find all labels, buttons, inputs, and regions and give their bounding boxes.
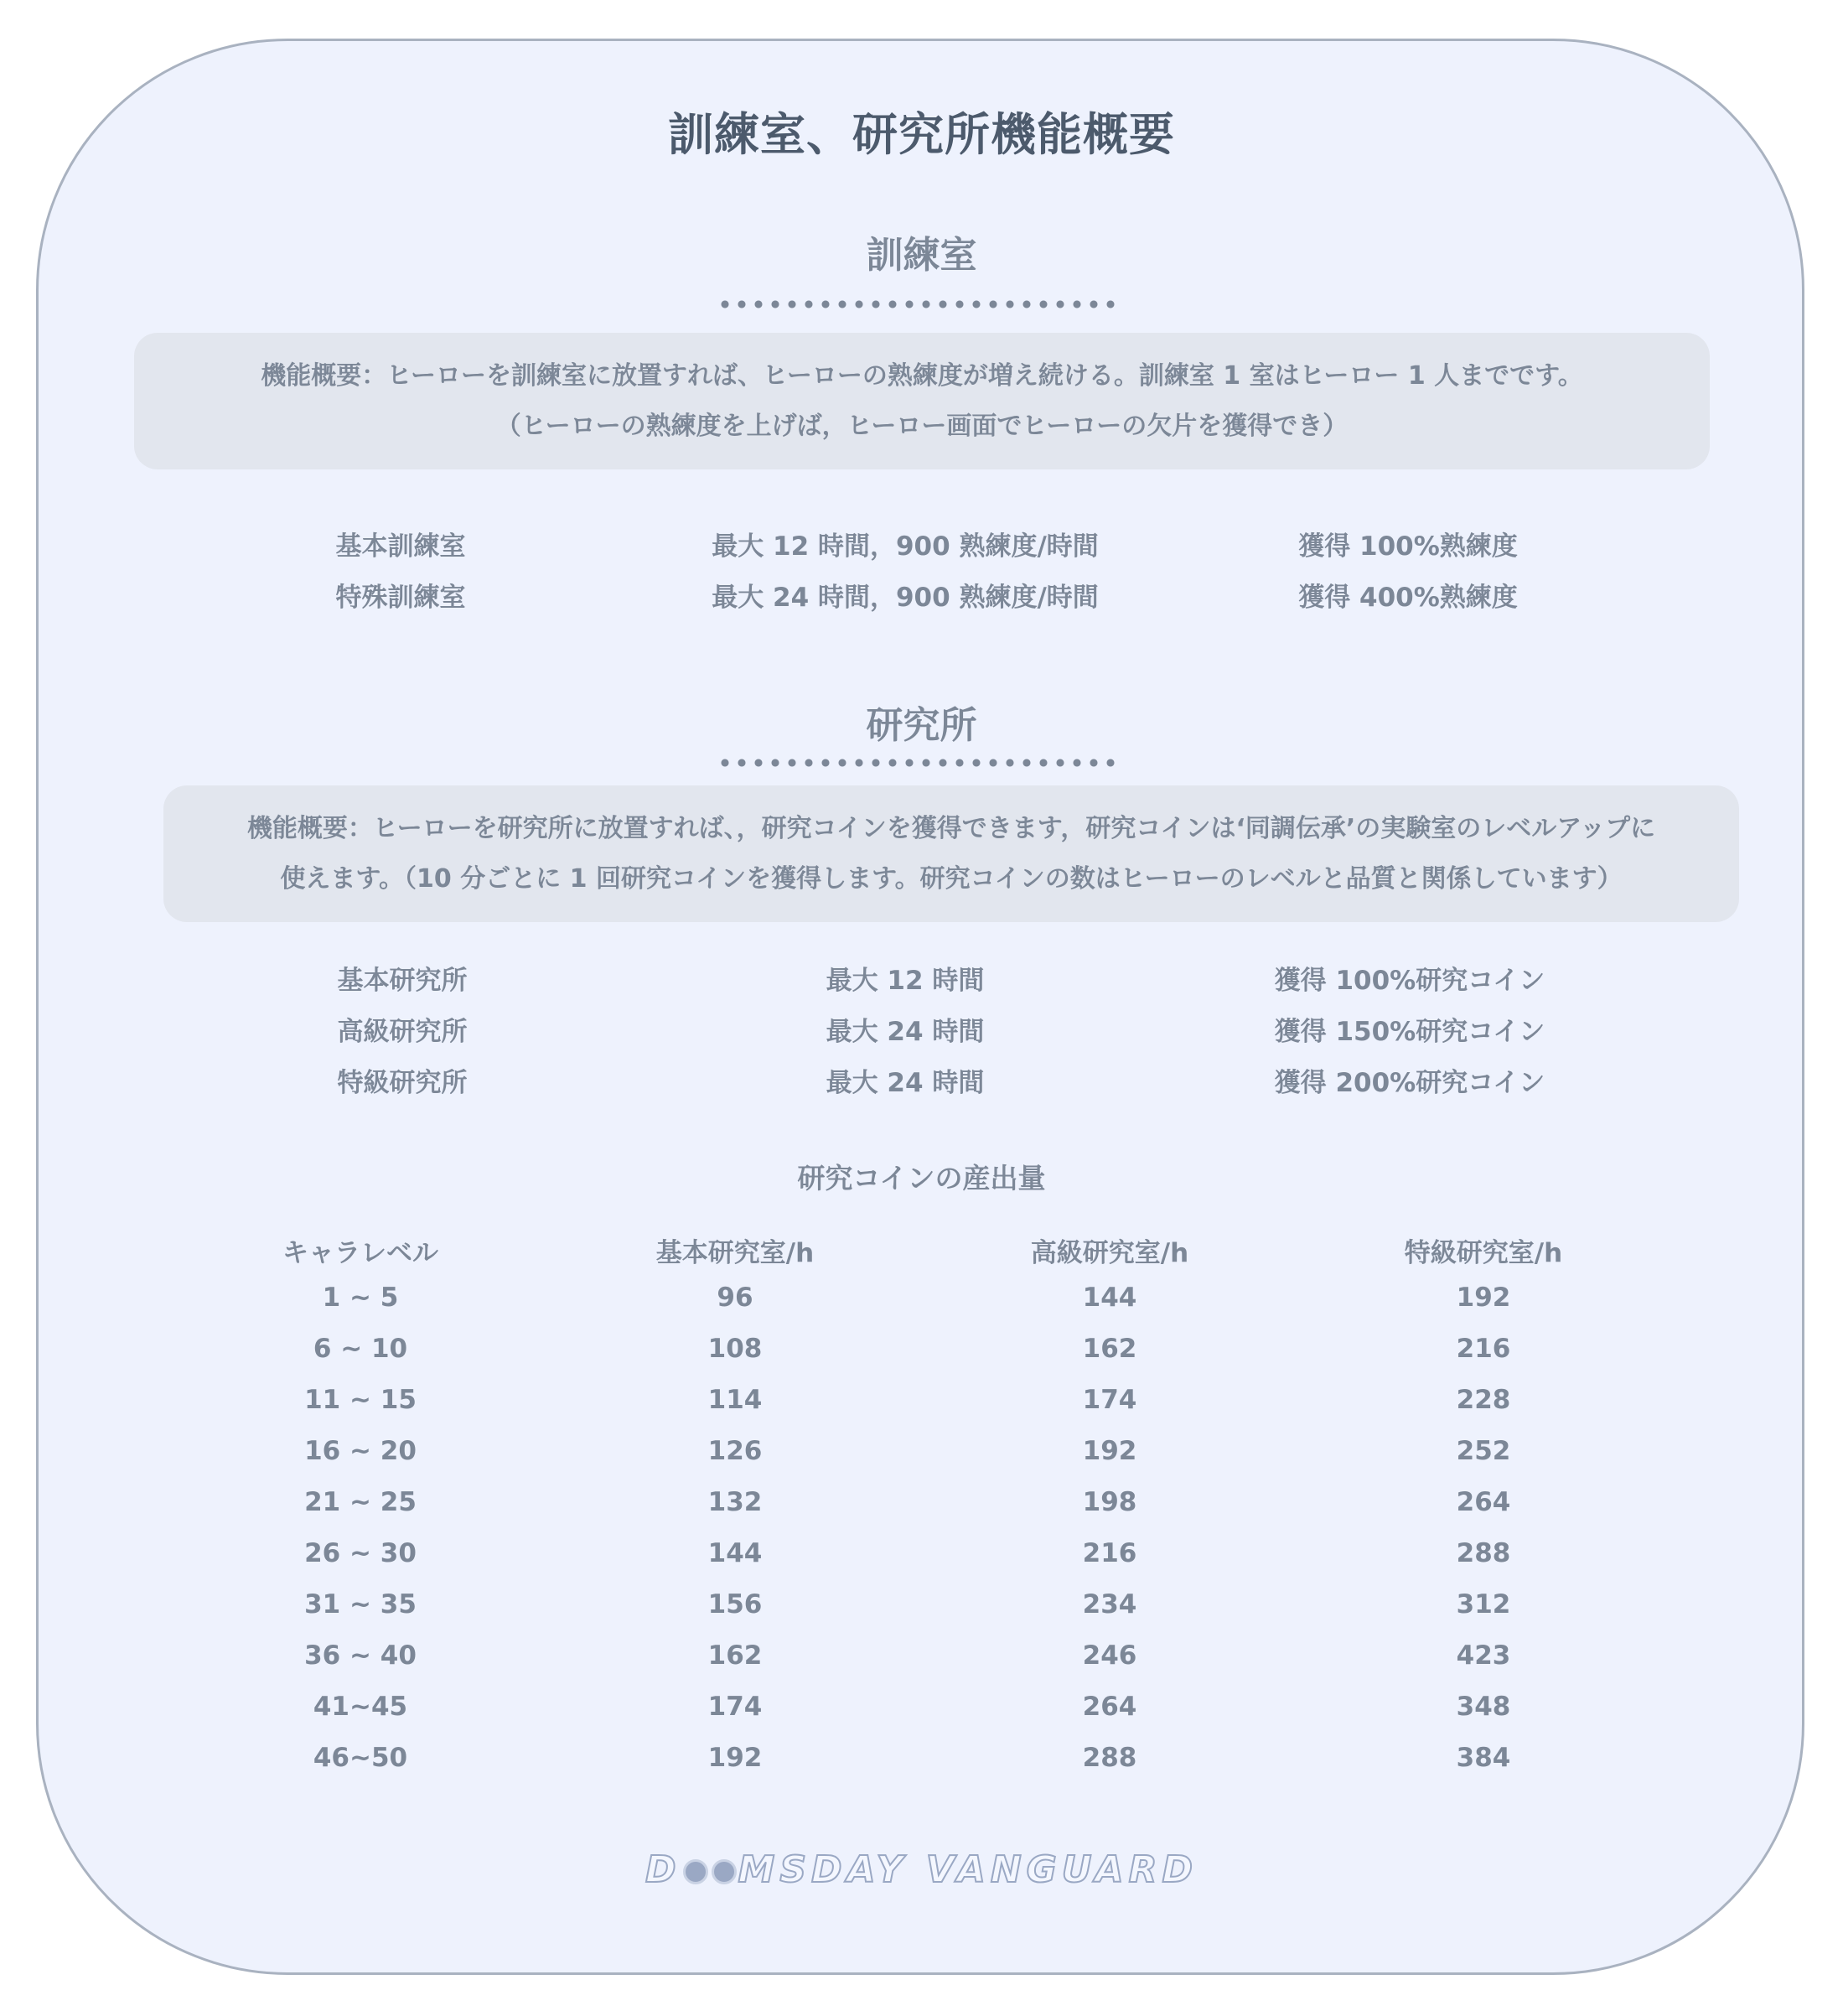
table-cell-level: 21 ~ 25 [304, 1487, 417, 1517]
table-cell-level: 11 ~ 15 [304, 1385, 417, 1415]
table-cell-value: 144 [707, 1538, 763, 1568]
research-desc-line1: 機能概要：ヒーローを研究所に放置すれば、，研究コインを獲得できます，研究コインは‘同調伝承’の実験室のレベルアップに [246, 814, 1656, 843]
table-cell-value: 156 [707, 1589, 763, 1620]
research-row-limit: 最大 24 時間 [826, 1068, 985, 1098]
table-cell-value: 288 [1082, 1743, 1137, 1773]
table-cell-value: 192 [707, 1743, 763, 1773]
content-card [36, 39, 1804, 1975]
table-cell-value: 312 [1456, 1589, 1511, 1620]
research-row-gain: 獲得 100%研究コイン [1274, 966, 1545, 996]
research-row-gain: 獲得 200%研究コイン [1274, 1068, 1545, 1098]
training-row-limit: 最大 12 時間，900 熟練度/時間 [712, 531, 1099, 562]
table-cell-value: 162 [707, 1640, 763, 1671]
table-cell-level: 26 ~ 30 [304, 1538, 417, 1568]
table-cell-level: 46~50 [313, 1743, 408, 1773]
table-cell-value: 192 [1082, 1436, 1137, 1466]
table-cell-value: 423 [1456, 1640, 1511, 1671]
table-cell-value: 132 [707, 1487, 763, 1517]
doomsday-vanguard-logo [0, 1848, 1843, 1891]
research-row-name: 基本研究所 [337, 966, 468, 996]
table-cell-value: 174 [1082, 1385, 1137, 1415]
training-desc-line1: 機能概要：ヒーローを訓練室に放置すれば、ヒーローの熟練度が増え続ける。訓練室 1 室はヒーロー 1 人までです。 [261, 361, 1583, 391]
research-row-limit: 最大 12 時間 [826, 966, 985, 996]
logo-orb-icon [683, 1859, 708, 1884]
training-heading: 訓練室 [866, 234, 977, 277]
logo-text: D [645, 1848, 681, 1891]
logo-orb-icon [712, 1859, 737, 1884]
table-cell-value: 246 [1082, 1640, 1137, 1671]
training-row-gain: 獲得 100%熟練度 [1298, 531, 1518, 562]
table-cell-value: 108 [707, 1334, 763, 1364]
table-cell-value: 162 [1082, 1334, 1137, 1364]
table-cell-value: 216 [1456, 1334, 1511, 1364]
table-cell-level: 41~45 [313, 1692, 408, 1722]
table-cell-level: 31 ~ 35 [304, 1589, 417, 1620]
table-cell-value: 288 [1456, 1538, 1511, 1568]
research-row-name: 高級研究所 [337, 1017, 468, 1047]
research-heading: 研究所 [866, 704, 977, 747]
training-row-name: 特殊訓練室 [335, 583, 466, 613]
table-cell-level: 16 ~ 20 [304, 1436, 417, 1466]
training-row-limit: 最大 24 時間，900 熟練度/時間 [712, 583, 1099, 613]
table-header: 特級研究室/h [1404, 1238, 1563, 1268]
research-row-gain: 獲得 150%研究コイン [1274, 1017, 1545, 1047]
research-desc-line2: 使えます。（10 分ごとに 1 回研究コインを獲得します。研究コインの数はヒーローのレベルと品質と関係しています） [280, 864, 1623, 894]
table-cell-value: 114 [707, 1385, 763, 1415]
logo-text: MSDAY VANGUARD [738, 1848, 1198, 1891]
training-row-name: 基本訓練室 [335, 531, 466, 562]
research-row-limit: 最大 24 時間 [826, 1017, 985, 1047]
table-cell-value: 144 [1082, 1283, 1137, 1313]
research-row-name: 特級研究所 [337, 1068, 468, 1098]
table-cell-value: 192 [1456, 1283, 1511, 1313]
table-cell-level: 1 ~ 5 [322, 1283, 399, 1313]
table-cell-level: 36 ~ 40 [304, 1640, 417, 1671]
table-cell-value: 252 [1456, 1436, 1511, 1466]
table-cell-value: 264 [1456, 1487, 1511, 1517]
table-cell-value: 234 [1082, 1589, 1137, 1620]
table-cell-value: 126 [707, 1436, 763, 1466]
research-description [163, 785, 1739, 922]
table-cell-value: 264 [1082, 1692, 1137, 1722]
training-desc-line2: （ヒーローの熟練度を上げば，ヒーロー画面でヒーローの欠片を獲得でき） [495, 412, 1349, 441]
table-cell-value: 96 [717, 1283, 753, 1313]
training-description [134, 333, 1710, 469]
page-title: 訓練室、研究所機能概要 [668, 108, 1175, 161]
output-table-title: 研究コインの産出量 [797, 1162, 1046, 1195]
table-cell-value: 384 [1456, 1743, 1511, 1773]
table-cell-value: 348 [1456, 1692, 1511, 1722]
table-cell-value: 228 [1456, 1385, 1511, 1415]
table-header: 高級研究室/h [1030, 1238, 1189, 1268]
table-header: 基本研究室/h [655, 1238, 815, 1268]
table-cell-value: 216 [1082, 1538, 1137, 1568]
table-header: キャラレベル [282, 1238, 438, 1268]
table-cell-value: 198 [1082, 1487, 1137, 1517]
training-row-gain: 獲得 400%熟練度 [1298, 583, 1518, 613]
training-divider [717, 300, 1119, 308]
table-cell-value: 174 [707, 1692, 763, 1722]
table-cell-level: 6 ~ 10 [313, 1334, 408, 1364]
research-divider [717, 759, 1119, 767]
